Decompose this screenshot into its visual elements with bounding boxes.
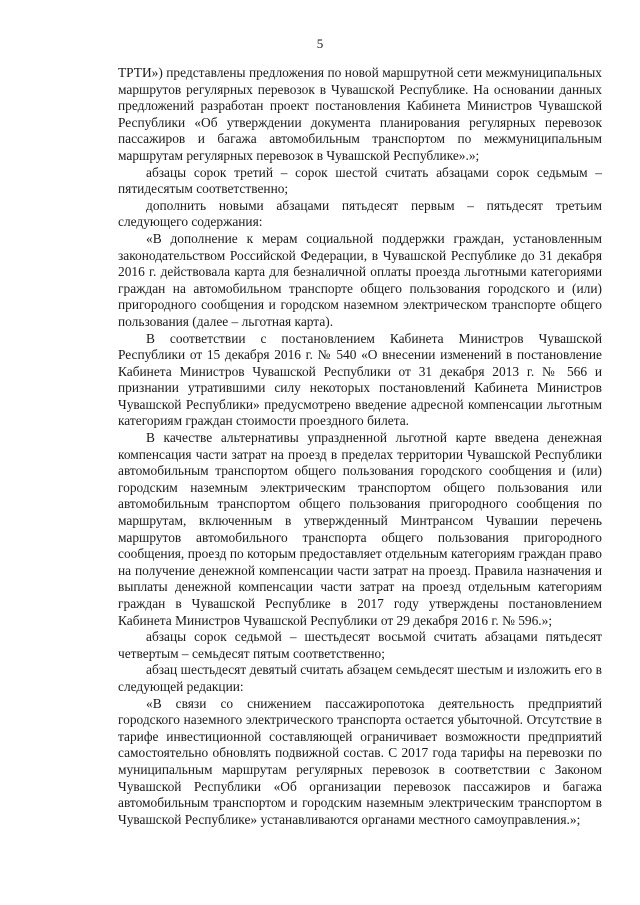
document-body — [118, 65, 602, 828]
paragraph: абзац шестьдесят девятый считать абзацем семьдесят шестым и изложить его в следующей редакции: — [118, 662, 602, 694]
paragraph: абзацы сорок третий – сорок шестой считать абзацами сорок седьмым – пятидесятым соответственно; — [118, 164, 602, 197]
page-number: 5 — [316, 36, 324, 51]
paragraph: «В связи со снижением пассажиропотока деятельность предприятий городского наземного электрического транспорта остается убыточной. Отсутствие в тарифе инвестиционной составляющей ограничивает возможности предприятий самостоятельно обновлять подвижной состав. С 2017 года тарифы на перевозки по муниципальным маршрутам регулярных перевозок в соответствии с Законом Чувашской Республики «Об организации перевозок пассажиров и багажа автомобильным транспортом и городским наземным электрическим транспортом в Чувашской Республике» устанавливаются органами местного самоуправления.»; — [118, 695, 602, 827]
paragraph: В соответствии с постановлением Кабинета Министров Чувашской Республики от 15 декабря 2016 г. № 540 «О внесении изменений в постановление Кабинета Министров Чувашской Республики от 31 декабря 2013 г. № 566 и признании утратившими силу некоторых постановлений Кабинета Министров Чувашской Республики» предусмотрено введение адресной компенсации льготным категориям граждан стоимости проездного билета. — [118, 330, 602, 429]
paragraph: ТРТИ») представлены предложения по новой маршрутной сети межмуниципальных маршрутов регулярных перевозок в Чувашской Республике. На основании данных предложений разработан проект постановления Кабинета Министров Чувашской Республики «Об утверждении документа планирования регулярных перевозок пассажиров и багажа автомобильным транспортом по межмуниципальным маршрутам регулярных перевозок в Чувашской Республике».»; — [118, 65, 602, 163]
paragraph: абзацы сорок седьмой – шестьдесят восьмой считать абзацами пятьдесят четвертым – семьдесят пятым соответственно; — [118, 629, 602, 661]
paragraph: «В дополнение к мерам социальной поддержки граждан, установленным законодательством Российской Федерации, в Чувашской Республике до 31 декабря 2016 г. действовала карта для безналичной оплаты проезда льготными категориями граждан на автомобильном транспорте общего пользования городского и (или) пригородного сообщения и городском наземном электрическом транспорте общего пользования (далее – льготная карта). — [118, 230, 602, 329]
paragraph: В качестве альтернативы упраздненной льготной карте введена денежная компенсация части затрат на проезд в пределах территории Чувашской Республики автомобильным транспортом общего пользования городского сообщения и (или) городским наземным электрическим транспортом общего пользования или автомобильным транспортом общего пользования пригородного сообщения по маршрутам, включенным в утвержденный Минтрансом Чувашии перечень маршрутов автомобильного транспорта общего пользования пригородного сообщения, проезд по которым предоставляет отдельным категориям граждан право на получение денежной компенсации части затрат на проезд. Правила назначения и выплаты денежной компенсации части затрат на проезд отдельным категориям граждан в Чувашской Республике в 2017 году утверждены постановлением Кабинета Министров Чувашской Республики от 29 декабря 2016 г. № 596.»; — [118, 430, 602, 628]
paragraph: дополнить новыми абзацами пятьдесят первым – пятьдесят третьим следующего содержания: — [118, 197, 602, 230]
